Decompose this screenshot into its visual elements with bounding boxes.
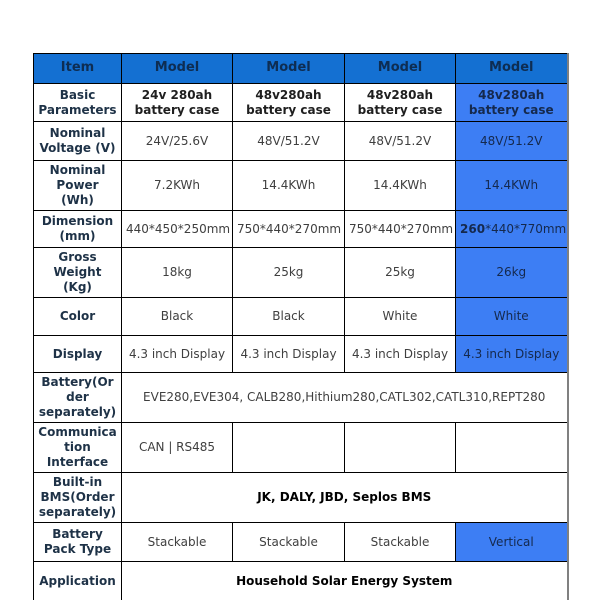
row-label-nominal-power: Nominal Power (Wh)	[34, 161, 122, 211]
row-label-dimension: Dimension (mm)	[34, 211, 122, 248]
battery-spec-table	[33, 53, 569, 600]
cell-power-model-2: 14.4KWh	[233, 161, 345, 211]
row-nominal-voltage	[34, 122, 568, 161]
cell-voltage-model-3: 48V/51.2V	[345, 122, 456, 161]
cell-comm-model-1: CAN | RS485	[122, 423, 233, 473]
cell-bms-list: JK, DALY, JBD, Seplos BMS	[122, 473, 568, 523]
cell-application: Household Solar Energy System	[122, 562, 568, 600]
cell-voltage-model-2: 48V/51.2V	[233, 122, 345, 161]
row-color	[34, 298, 568, 336]
cell-dimension-model-3: 750*440*270mm	[345, 211, 456, 248]
row-label-gross-weight: Gross Weight (Kg)	[34, 248, 122, 298]
row-basic-parameters	[34, 84, 568, 122]
cell-display-model-1: 4.3 inch Display	[122, 336, 233, 373]
cell-weight-model-1: 18kg	[122, 248, 233, 298]
row-label-communication: Communication Interface	[34, 423, 122, 473]
row-display	[34, 336, 568, 373]
cell-weight-model-2: 25kg	[233, 248, 345, 298]
cell-pack-model-2: Stackable	[233, 523, 345, 562]
row-battery-order	[34, 373, 568, 423]
row-label-battery-order: Battery(Order separately)	[34, 373, 122, 423]
cell-power-model-1: 7.2KWh	[122, 161, 233, 211]
cell-dimension-model-1: 440*450*250mm	[122, 211, 233, 248]
dimension-bold-part: 260	[460, 221, 486, 236]
cell-basic-model-3: 48v280ah battery case	[345, 84, 456, 122]
row-label-basic-parameters: Basic Parameters	[34, 84, 122, 122]
row-gross-weight	[34, 248, 568, 298]
row-dimension	[34, 211, 568, 248]
cell-comm-model-2	[233, 423, 345, 473]
row-label-application: Application	[34, 562, 122, 600]
header-model-1: Model	[122, 54, 233, 84]
table-header-row	[34, 54, 568, 84]
cell-comm-model-4	[456, 423, 568, 473]
cell-comm-model-3	[345, 423, 456, 473]
cell-basic-model-2: 48v280ah battery case	[233, 84, 345, 122]
cell-weight-model-3: 25kg	[345, 248, 456, 298]
cell-power-model-3: 14.4KWh	[345, 161, 456, 211]
cell-display-model-4: 4.3 inch Display	[456, 336, 568, 373]
cell-power-model-4: 14.4KWh	[456, 161, 568, 211]
row-communication-interface	[34, 423, 568, 473]
cell-pack-model-4: Vertical	[456, 523, 568, 562]
cell-battery-list: EVE280,EVE304, CALB280,Hithium280,CATL302,CATL310,REPT280	[122, 373, 568, 423]
dimension-rest-part: *440*770mm	[485, 221, 567, 236]
cell-color-model-3: White	[345, 298, 456, 336]
row-application	[34, 562, 568, 600]
row-label-nominal-voltage: Nominal Voltage (V)	[34, 122, 122, 161]
cell-basic-model-1: 24v 280ah battery case	[122, 84, 233, 122]
cell-voltage-model-1: 24V/25.6V	[122, 122, 233, 161]
row-label-built-in-bms: Built-in BMS(Order separately)	[34, 473, 122, 523]
cell-color-model-4: White	[456, 298, 568, 336]
header-model-2: Model	[233, 54, 345, 84]
cell-voltage-model-4: 48V/51.2V	[456, 122, 568, 161]
cell-basic-model-4: 48v280ah battery case	[456, 84, 568, 122]
header-item: Item	[34, 54, 122, 84]
cell-pack-model-3: Stackable	[345, 523, 456, 562]
cell-dimension-model-2: 750*440*270mm	[233, 211, 345, 248]
header-model-4: Model	[456, 54, 568, 84]
cell-display-model-2: 4.3 inch Display	[233, 336, 345, 373]
cell-color-model-2: Black	[233, 298, 345, 336]
cell-weight-model-4: 26kg	[456, 248, 568, 298]
cell-color-model-1: Black	[122, 298, 233, 336]
cell-pack-model-1: Stackable	[122, 523, 233, 562]
row-label-display: Display	[34, 336, 122, 373]
cell-dimension-model-4	[456, 211, 568, 248]
row-nominal-power	[34, 161, 568, 211]
row-label-pack-type: Battery Pack Type	[34, 523, 122, 562]
header-model-3: Model	[345, 54, 456, 84]
row-built-in-bms	[34, 473, 568, 523]
row-label-color: Color	[34, 298, 122, 336]
cell-display-model-3: 4.3 inch Display	[345, 336, 456, 373]
row-battery-pack-type	[34, 523, 568, 562]
